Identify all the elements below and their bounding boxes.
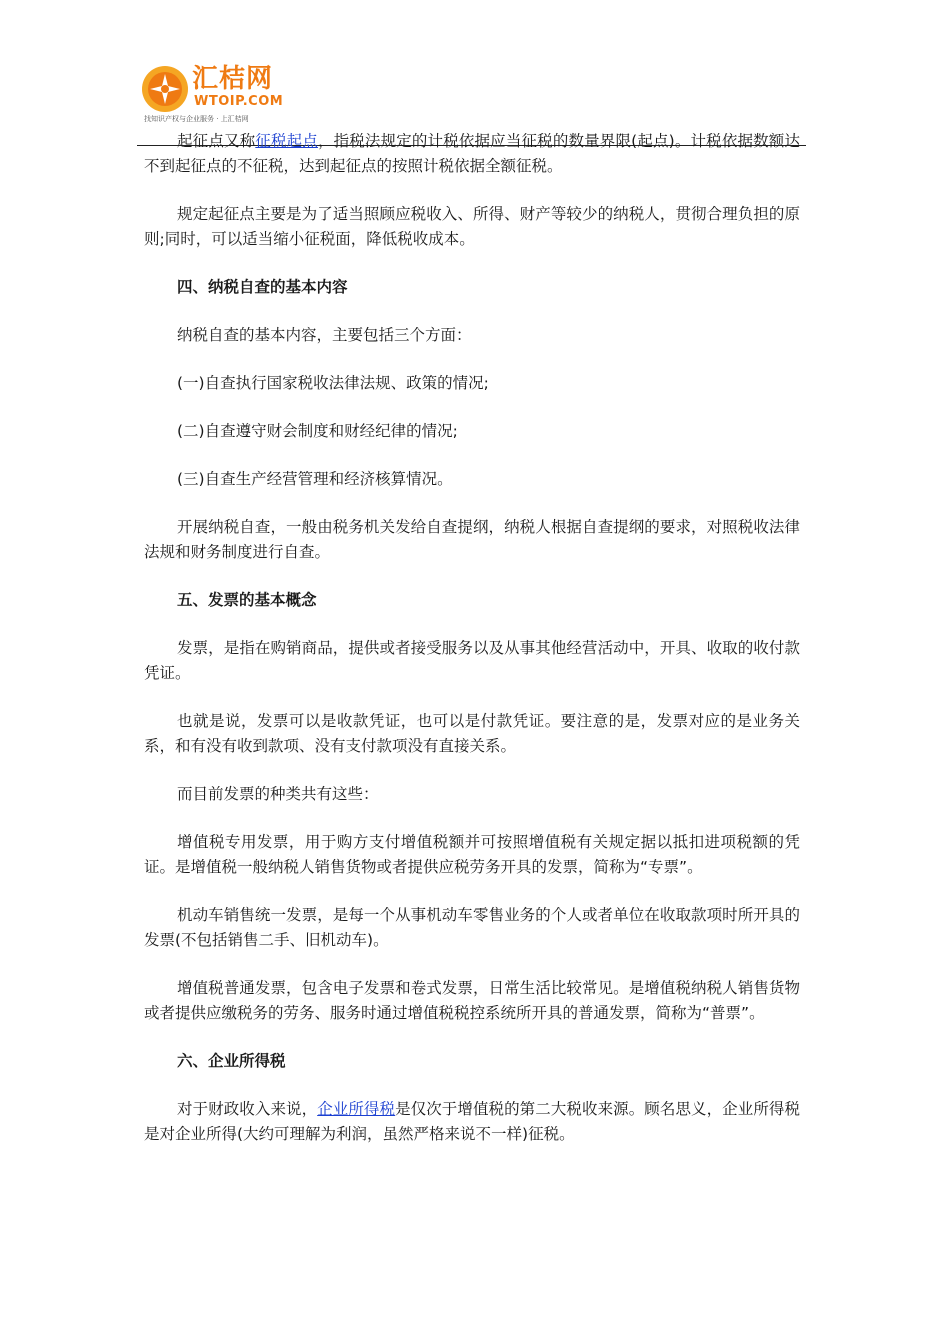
paragraph: 增值税普通发票，包含电子发票和卷式发票，日常生活比较常见。是增值税纳税人销售货物或者提供应缴税务的劳务、服务时通过增值税税控系统所开具的普通发票，简称为“普票”。 <box>144 979 800 1022</box>
paragraph: 开展纳税自查，一般由税务机关发给自查提纲，纳税人根据自查提纲的要求，对照税收法律法规和财务制度进行自查。 <box>144 518 800 561</box>
header-logo <box>140 62 340 132</box>
link-tax-threshold[interactable]: 征税起点 <box>255 132 318 150</box>
text-segment: ，指税法规定的计税依据应当征税的数量界限(起点)。计税依据数额达不到起征点的不征税，达到起征点的按照计税依据全额征税。 <box>144 132 800 175</box>
document-body <box>144 129 800 1170</box>
logo-slogan: 找知识产权与企业服务 · 上汇桔网 <box>144 115 249 123</box>
paragraph: 机动车销售统一发票，是每一个从事机动车零售业务的个人或者单位在收取款项时所开具的发票(不包括销售二手、旧机动车)。 <box>144 906 800 949</box>
paragraph: 而目前发票的种类共有这些： <box>177 785 379 803</box>
list-item: (二)自查遵守财会制度和财经纪律的情况; <box>177 422 458 440</box>
paragraph: 规定起征点主要是为了适当照顾应税收入、所得、财产等较少的纳税人，贯彻合理负担的原则;同时，可以适当缩小征税面，降低税收成本。 <box>144 205 800 248</box>
paragraph: 也就是说，发票可以是收款凭证，也可以是付款凭证。要注意的是，发票对应的是业务关系，和有没有收到款项、没有支付款项没有直接关系。 <box>144 712 800 755</box>
section-heading-4: 四、纳税自查的基本内容 <box>177 278 348 296</box>
list-item: (三)自查生产经营管理和经济核算情况。 <box>177 470 453 488</box>
section-heading-6: 六、企业所得税 <box>177 1052 286 1070</box>
paragraph: 增值税专用发票，用于购方支付增值税额并可按照增值税有关规定据以抵扣进项税额的凭证。是增值税一般纳税人销售货物或者提供应税劳务开具的发票，简称为“专票”。 <box>144 833 800 876</box>
list-item: (一)自查执行国家税收法律法规、政策的情况; <box>177 374 489 392</box>
logo-name: 汇桔网 <box>192 64 274 94</box>
section-heading-5: 五、发票的基本概念 <box>177 591 317 609</box>
orange-logo-icon <box>140 64 190 114</box>
text-segment: 对于财政收入来说， <box>177 1100 318 1118</box>
paragraph-threshold <box>144 129 800 179</box>
paragraph: 发票，是指在购销商品，提供或者接受服务以及从事其他经营活动中，开具、收取的收付款凭证。 <box>144 639 800 682</box>
logo-domain: WTOIP.COM <box>194 94 284 109</box>
text-segment: 是仅次于增值税的第二大税收来源。顾名思义，企业所得税是对企业所得(大约可理解为利润，虽然严格来说不一样)征税。 <box>144 1100 800 1143</box>
text-segment: 起征点又称 <box>177 132 256 150</box>
paragraph: 纳税自查的基本内容，主要包括三个方面： <box>177 326 472 344</box>
link-corporate-income-tax[interactable]: 企业所得税 <box>317 1100 396 1118</box>
paragraph-corporate-tax <box>144 1097 800 1147</box>
